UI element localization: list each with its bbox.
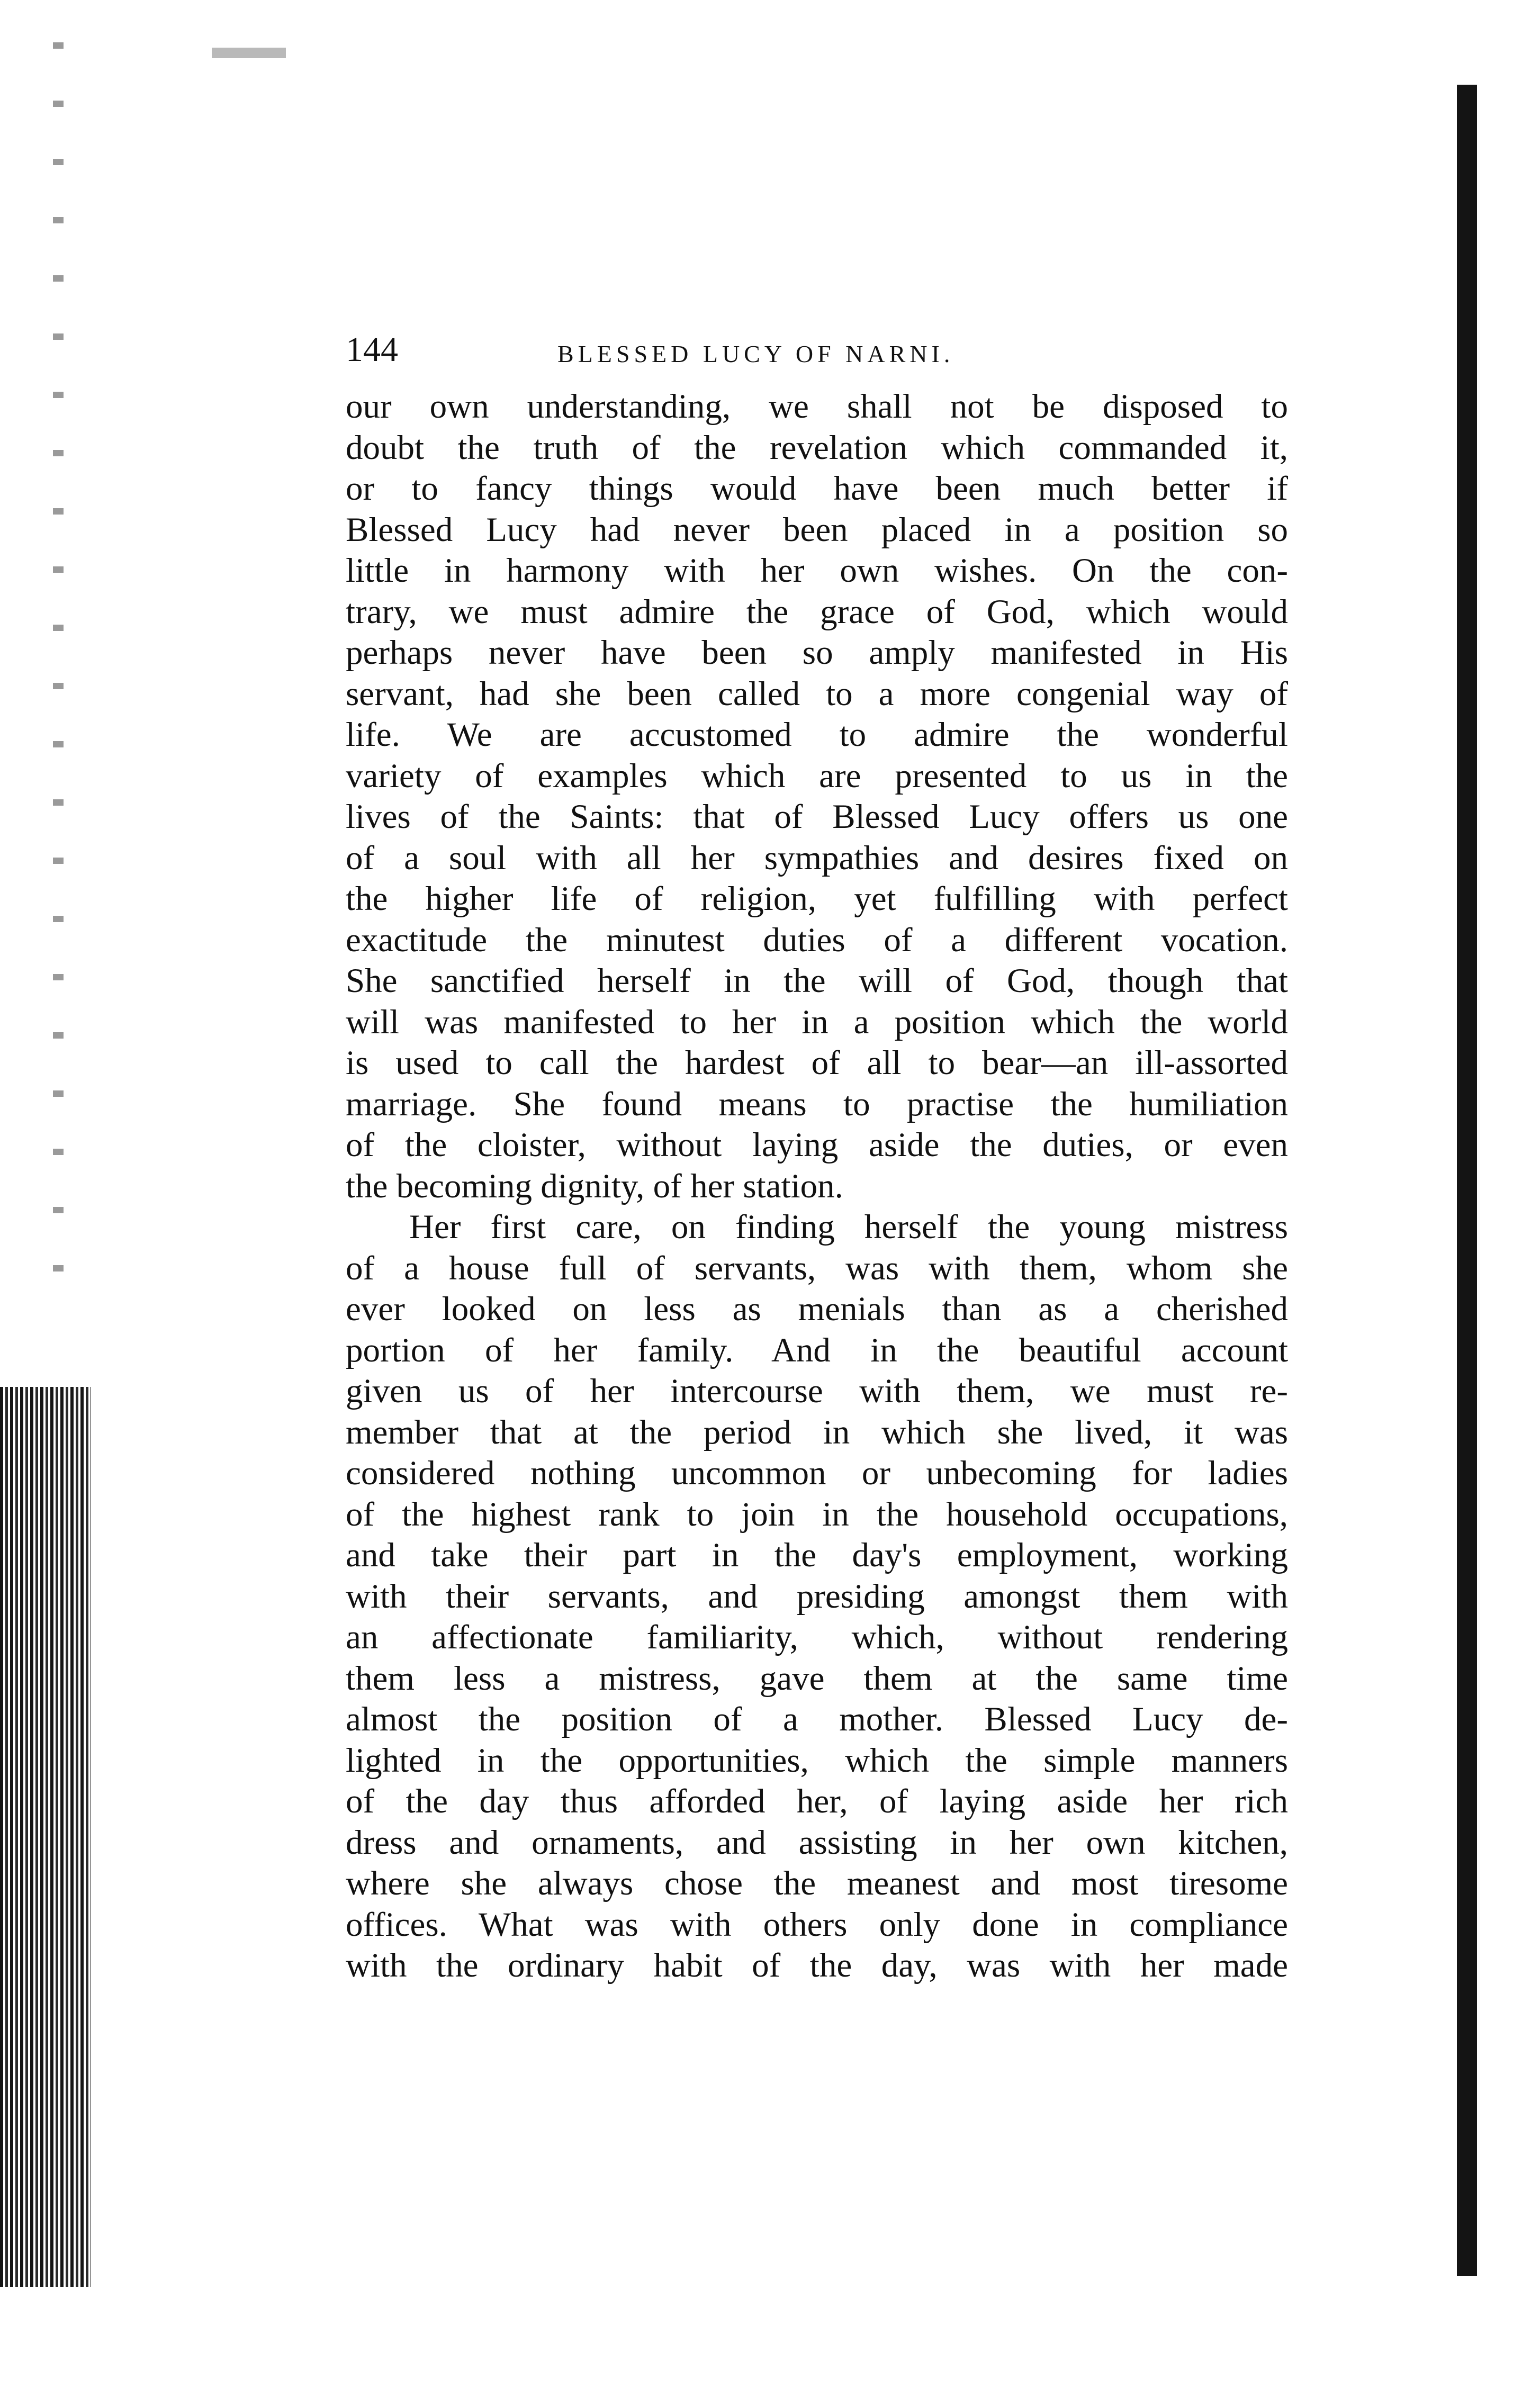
- running-title: BLESSED LUCY OF NARNI.: [557, 340, 954, 367]
- text-line: an affectionate familiarity, which, without rendering: [346, 1618, 1288, 1656]
- text-line: dress and ornaments, and assisting in her own kitchen,: [346, 1823, 1288, 1862]
- text-line: She sanctified herself in the will of God, though that: [346, 962, 1288, 1000]
- text-line: exactitude the minutest duties of a different vocation.: [346, 921, 1288, 959]
- text-line: variety of examples which are presented to us in the: [346, 756, 1288, 795]
- scan-margin-marks: [53, 42, 64, 1313]
- text-line: Her first care, on finding herself the young mistress: [409, 1208, 1288, 1246]
- text-line: of the day thus afforded her, of laying aside her rich: [346, 1782, 1288, 1820]
- text-line: life. We are accustomed to admire the wonderful: [346, 716, 1288, 754]
- text-line: little in harmony with her own wishes. On the con-: [346, 552, 1288, 590]
- text-line: where she always chose the meanest and most tiresome: [346, 1864, 1288, 1902]
- text-line: with the ordinary habit of the day, was with her made: [346, 1946, 1288, 1985]
- text-line: offices. What was with others only done in compliance: [346, 1905, 1288, 1944]
- page-body: [346, 328, 1288, 1987]
- scan-top-marks: [212, 48, 286, 58]
- text-line: portion of her family. And in the beautiful account: [346, 1331, 1288, 1369]
- running-head: [346, 328, 1288, 386]
- text-line: doubt the truth of the revelation which commanded it,: [346, 428, 1288, 467]
- text-line: servant, had she been called to a more congenial way of: [346, 674, 1288, 713]
- text-line: of a soul with all her sympathies and desires fixed on: [346, 838, 1288, 877]
- text-line: lives of the Saints: that of Blessed Lucy offers us one: [346, 798, 1288, 836]
- text-line: marriage. She found means to practise the humiliation: [346, 1085, 1288, 1123]
- text-line: given us of her intercourse with them, we must re-: [346, 1372, 1288, 1410]
- text-line: almost the position of a mother. Blessed Lucy de-: [346, 1700, 1288, 1738]
- text-line: and take their part in the day's employment, working: [346, 1536, 1288, 1574]
- text-line: the higher life of religion, yet fulfilling with perfect: [346, 880, 1288, 918]
- page-number: 144: [346, 330, 398, 369]
- text-line: will was manifested to her in a position which the world: [346, 1003, 1288, 1041]
- text-line: of the cloister, without laying aside the duties, or even: [346, 1126, 1288, 1164]
- text-line: our own understanding, we shall not be disposed to: [346, 387, 1288, 426]
- text-line: of a house full of servants, was with them, whom she: [346, 1249, 1288, 1287]
- text-line: of the highest rank to join in the household occupations,: [346, 1495, 1288, 1534]
- text-line: with their servants, and presiding amongst them with: [346, 1577, 1288, 1616]
- text-line: member that at the period in which she lived, it was: [346, 1413, 1288, 1451]
- scan-edge-right: [1457, 85, 1477, 2276]
- scan-edge-left: [0, 1387, 91, 2287]
- text-line: the becoming dignity, of her station.: [346, 1167, 843, 1205]
- text-line: perhaps never have been so amply manifested in His: [346, 634, 1288, 672]
- text-line: considered nothing uncommon or unbecoming for ladies: [346, 1454, 1288, 1492]
- paragraph-2: [346, 1207, 1288, 1987]
- text-line: or to fancy things would have been much better if: [346, 470, 1288, 508]
- paragraph-1: [346, 386, 1288, 1207]
- text-line: is used to call the hardest of all to bear—an ill-assorted: [346, 1044, 1288, 1082]
- text-line: them less a mistress, gave them at the same time: [346, 1659, 1288, 1698]
- text-line: ever looked on less as menials than as a cherished: [346, 1290, 1288, 1328]
- text-line: trary, we must admire the grace of God, which would: [346, 592, 1288, 631]
- text-line: lighted in the opportunities, which the simple manners: [346, 1741, 1288, 1780]
- text-line: Blessed Lucy had never been placed in a position so: [346, 510, 1288, 549]
